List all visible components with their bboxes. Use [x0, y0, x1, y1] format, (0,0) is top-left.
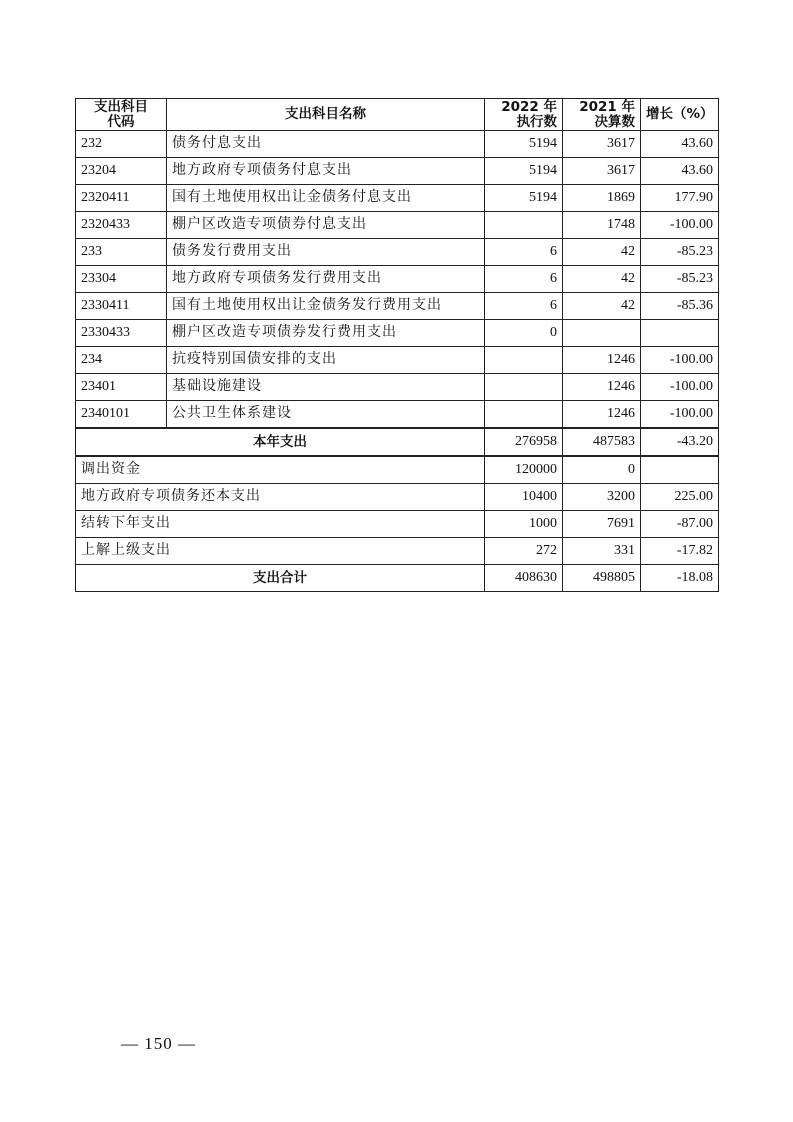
cell-code: 2320411 — [76, 185, 167, 212]
cell-growth: 177.90 — [641, 185, 719, 212]
cell-growth: 43.60 — [641, 158, 719, 185]
cell-exec-2022: 5194 — [485, 185, 563, 212]
year-total-growth: -43.20 — [641, 428, 719, 456]
cell-final-2021: 42 — [563, 293, 641, 320]
cell-name: 国有土地使用权出让金债务付息支出 — [167, 185, 485, 212]
header-subject-code: 支出科目 代码 — [76, 99, 167, 131]
cell-growth: -85.23 — [641, 266, 719, 293]
grand-total-final-2021: 498805 — [563, 565, 641, 592]
cell-exec-2022: 5194 — [485, 131, 563, 158]
table-row — [76, 131, 719, 158]
grand-total-growth: -18.08 — [641, 565, 719, 592]
table-row — [76, 320, 719, 347]
cell-growth: -85.36 — [641, 293, 719, 320]
cell-code: 23304 — [76, 266, 167, 293]
cell-final-2021: 3200 — [563, 484, 641, 511]
other-row — [76, 511, 719, 538]
cell-name: 棚户区改造专项债券付息支出 — [167, 212, 485, 239]
cell-growth: -100.00 — [641, 347, 719, 374]
year-total-label: 本年支出 — [76, 428, 485, 456]
table-row — [76, 212, 719, 239]
cell-final-2021: 3617 — [563, 158, 641, 185]
cell-exec-2022: 0 — [485, 320, 563, 347]
grand-total-row — [76, 565, 719, 592]
cell-code: 23204 — [76, 158, 167, 185]
cell-name: 债务发行费用支出 — [167, 239, 485, 266]
cell-growth: -100.00 — [641, 401, 719, 429]
cell-exec-2022: 6 — [485, 293, 563, 320]
cell-code: 2330411 — [76, 293, 167, 320]
cell-final-2021: 1246 — [563, 347, 641, 374]
cell-exec-2022: 272 — [485, 538, 563, 565]
other-row-label: 地方政府专项债务还本支出 — [76, 484, 485, 511]
cell-final-2021: 0 — [563, 456, 641, 484]
cell-growth: 43.60 — [641, 131, 719, 158]
cell-final-2021: 42 — [563, 239, 641, 266]
cell-exec-2022 — [485, 374, 563, 401]
cell-code: 2340101 — [76, 401, 167, 429]
cell-code: 2320433 — [76, 212, 167, 239]
cell-exec-2022: 5194 — [485, 158, 563, 185]
other-row-label: 调出资金 — [76, 456, 485, 484]
cell-name: 棚户区改造专项债券发行费用支出 — [167, 320, 485, 347]
cell-exec-2022: 6 — [485, 239, 563, 266]
header-exec-2022: 2022 年 执行数 — [485, 99, 563, 131]
cell-final-2021: 331 — [563, 538, 641, 565]
cell-exec-2022 — [485, 347, 563, 374]
cell-name: 抗疫特别国债安排的支出 — [167, 347, 485, 374]
header-subject-name: 支出科目名称 — [167, 99, 485, 131]
cell-code: 234 — [76, 347, 167, 374]
cell-name: 地方政府专项债务发行费用支出 — [167, 266, 485, 293]
cell-growth: 225.00 — [641, 484, 719, 511]
cell-growth: -87.00 — [641, 511, 719, 538]
cell-final-2021: 3617 — [563, 131, 641, 158]
other-row — [76, 538, 719, 565]
page-number: — 150 — — [121, 1034, 196, 1053]
cell-code: 23401 — [76, 374, 167, 401]
cell-growth: -85.23 — [641, 239, 719, 266]
cell-growth: -17.82 — [641, 538, 719, 565]
cell-exec-2022 — [485, 212, 563, 239]
cell-exec-2022: 120000 — [485, 456, 563, 484]
cell-final-2021 — [563, 320, 641, 347]
table-row — [76, 293, 719, 320]
cell-code: 232 — [76, 131, 167, 158]
cell-name: 地方政府专项债务付息支出 — [167, 158, 485, 185]
cell-growth — [641, 320, 719, 347]
cell-final-2021: 42 — [563, 266, 641, 293]
cell-exec-2022 — [485, 401, 563, 429]
expenditure-table — [75, 98, 719, 592]
cell-growth: -100.00 — [641, 374, 719, 401]
year-total-exec-2022: 276958 — [485, 428, 563, 456]
table-header-row — [76, 99, 719, 131]
cell-code: 2330433 — [76, 320, 167, 347]
cell-name: 基础设施建设 — [167, 374, 485, 401]
year-total-row — [76, 428, 719, 456]
grand-total-exec-2022: 408630 — [485, 565, 563, 592]
cell-final-2021: 1246 — [563, 374, 641, 401]
cell-exec-2022: 10400 — [485, 484, 563, 511]
table-row — [76, 401, 719, 429]
cell-growth — [641, 456, 719, 484]
table-row — [76, 158, 719, 185]
table-row — [76, 239, 719, 266]
cell-code: 233 — [76, 239, 167, 266]
cell-name: 公共卫生体系建设 — [167, 401, 485, 429]
grand-total-label: 支出合计 — [76, 565, 485, 592]
table-row — [76, 374, 719, 401]
cell-exec-2022: 6 — [485, 266, 563, 293]
cell-name: 国有土地使用权出让金债务发行费用支出 — [167, 293, 485, 320]
other-row — [76, 456, 719, 484]
cell-name: 债务付息支出 — [167, 131, 485, 158]
year-total-final-2021: 487583 — [563, 428, 641, 456]
header-final-2021: 2021 年 决算数 — [563, 99, 641, 131]
other-row-label: 结转下年支出 — [76, 511, 485, 538]
table-row — [76, 185, 719, 212]
table-row — [76, 266, 719, 293]
other-row-label: 上解上级支出 — [76, 538, 485, 565]
cell-final-2021: 1869 — [563, 185, 641, 212]
cell-growth: -100.00 — [641, 212, 719, 239]
cell-exec-2022: 1000 — [485, 511, 563, 538]
cell-final-2021: 1246 — [563, 401, 641, 429]
cell-final-2021: 1748 — [563, 212, 641, 239]
table-row — [76, 347, 719, 374]
header-growth: 增长（%） — [641, 99, 719, 131]
other-row — [76, 484, 719, 511]
cell-final-2021: 7691 — [563, 511, 641, 538]
